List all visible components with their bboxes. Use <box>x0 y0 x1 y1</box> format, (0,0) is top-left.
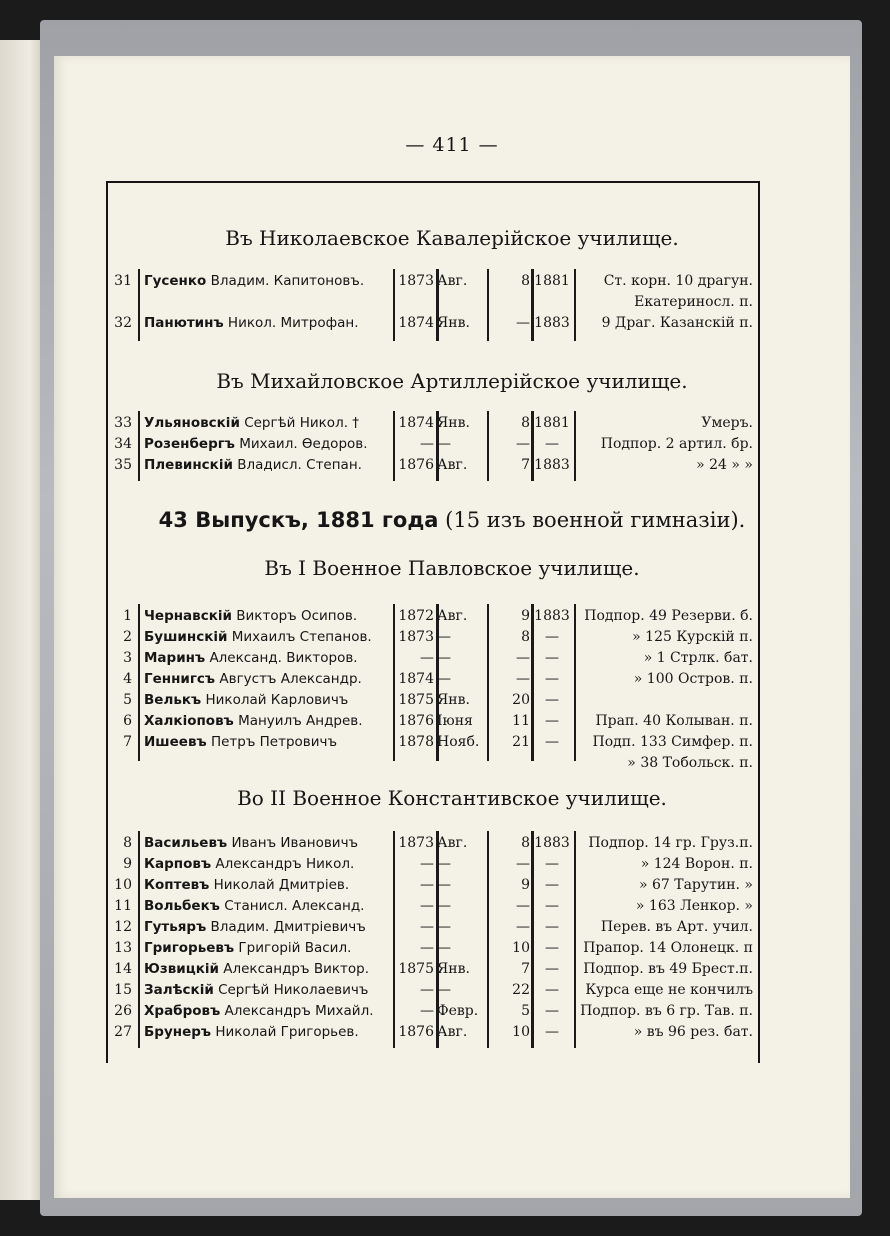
row-birth-year: — <box>420 982 434 998</box>
row-birth-month: Янв. <box>437 692 470 708</box>
table-row <box>110 1001 754 1022</box>
row-surname: Гусенко <box>144 273 207 289</box>
row-number: 14 <box>114 961 132 977</box>
row-graduation-year: 1883 <box>534 457 570 473</box>
row-graduation-year: — <box>545 1003 559 1019</box>
row-graduation-year: — <box>545 961 559 977</box>
row-birth-month: — <box>437 671 451 687</box>
row-remark: Курса еще не кончилъ <box>585 982 753 998</box>
row-birth-year: — <box>420 856 434 872</box>
row-full-name <box>144 917 394 938</box>
section-heading-konstantin: Во II Военное Константивское училище. <box>237 786 667 810</box>
row-given-names: Мануилъ Андрев. <box>238 713 363 729</box>
row-remark: Подпор. 2 артил. бр. <box>600 436 753 452</box>
row-birth-year: 1873 <box>398 629 434 645</box>
row-number: 6 <box>123 713 132 729</box>
row-full-name <box>144 271 394 292</box>
row-remark: Прап. 40 Колыван. п. <box>595 713 753 729</box>
table-pavlov <box>110 606 754 771</box>
row-birth-month: — <box>437 629 451 645</box>
row-graduation-year: — <box>545 713 559 729</box>
row-given-names: Владим. Капитоновъ. <box>210 273 365 289</box>
row-birth-day: — <box>516 671 530 687</box>
row-given-names: Августъ Александр. <box>219 671 362 687</box>
row-number: 1 <box>123 608 132 624</box>
table-nikolaev <box>110 271 754 341</box>
batch-heading <box>54 508 850 532</box>
row-birth-year: — <box>420 1003 434 1019</box>
row-remark: Прапор. 14 Олонецк. п <box>583 940 753 956</box>
row-full-name <box>144 648 394 669</box>
row-birth-day: 9 <box>521 877 530 893</box>
row-full-name <box>144 413 394 434</box>
row-remark: Подпор. въ 6 гр. Тав. п. <box>580 1003 753 1019</box>
row-remark: » 67 Тарутин. » <box>638 877 753 893</box>
row-full-name <box>144 833 394 854</box>
row-surname: Васильевъ <box>144 835 228 851</box>
section-heading-nikolaev: Въ Николаевское Кавалерійское училище. <box>225 226 679 250</box>
row-number: 13 <box>114 940 132 956</box>
row-graduation-year: — <box>545 982 559 998</box>
table-mikhailov <box>110 413 754 481</box>
row-number: 8 <box>123 835 132 851</box>
row-given-names: Михаил. Өедоров. <box>239 436 368 452</box>
row-graduation-year: — <box>545 629 559 645</box>
row-given-names: Никол. Митрофан. <box>227 315 359 331</box>
table-row <box>110 455 754 476</box>
row-surname: Григорьевъ <box>144 940 235 956</box>
row-number: 27 <box>114 1024 132 1040</box>
row-birth-day: — <box>516 315 530 331</box>
row-birth-day: 7 <box>521 457 530 473</box>
row-birth-year: 1876 <box>398 713 434 729</box>
row-remark: » 24 » » <box>696 457 753 473</box>
row-given-names: Михаилъ Степанов. <box>231 629 372 645</box>
row-full-name <box>144 313 394 334</box>
row-remark: » 38 Тобольск. п. <box>627 755 753 771</box>
table-row <box>110 434 754 455</box>
table-row <box>110 711 754 732</box>
table-row <box>110 1022 754 1043</box>
row-given-names: Петръ Петровичъ <box>210 734 338 750</box>
row-birth-month: Іюня <box>437 713 473 729</box>
row-graduation-year: — <box>545 650 559 666</box>
row-graduation-year: — <box>545 671 559 687</box>
row-surname: Маринъ <box>144 650 206 666</box>
row-birth-month: — <box>437 982 451 998</box>
row-graduation-year: — <box>545 436 559 452</box>
row-remark: » 125 Курскій п. <box>632 629 753 645</box>
row-remark: Ст. корн. 10 драгун. <box>603 273 753 289</box>
row-birth-year: 1874 <box>398 415 434 431</box>
row-surname: Чернавскій <box>144 608 232 624</box>
row-birth-year: 1875 <box>398 692 434 708</box>
row-number: 15 <box>114 982 132 998</box>
row-surname: Геннигсъ <box>144 671 216 687</box>
row-full-name <box>144 627 394 648</box>
table-row <box>110 917 754 938</box>
row-surname: Розенбергъ <box>144 436 235 452</box>
row-full-name <box>144 606 394 627</box>
row-number: 32 <box>114 315 132 331</box>
row-birth-day: 5 <box>521 1003 530 1019</box>
row-birth-month: Февр. <box>437 1003 479 1019</box>
row-graduation-year: 1883 <box>534 608 570 624</box>
row-graduation-year: — <box>545 856 559 872</box>
row-birth-year: 1878 <box>398 734 434 750</box>
row-full-name <box>144 875 394 896</box>
row-number: 5 <box>123 692 132 708</box>
row-given-names: Иванъ Ивановичъ <box>231 835 359 851</box>
row-graduation-year: 1881 <box>534 415 570 431</box>
row-given-names: Александръ Виктор. <box>223 961 370 977</box>
row-birth-day: — <box>516 898 530 914</box>
row-given-names: Александ. Викторов. <box>209 650 358 666</box>
row-given-names: Сергѣй Никол. † <box>244 415 360 431</box>
row-remark: » 1 Стрлк. бат. <box>643 650 753 666</box>
row-full-name <box>144 938 394 959</box>
row-birth-day: — <box>516 919 530 935</box>
table-row <box>110 648 754 669</box>
row-birth-month: Авг. <box>437 273 468 289</box>
row-birth-month: Авг. <box>437 457 468 473</box>
book-page <box>54 56 850 1198</box>
row-birth-year: — <box>420 650 434 666</box>
row-surname: Велькъ <box>144 692 202 708</box>
row-birth-day: 21 <box>512 734 530 750</box>
row-birth-day: — <box>516 436 530 452</box>
row-birth-month: — <box>437 650 451 666</box>
row-remark: Подпор. въ 49 Брест.п. <box>583 961 753 977</box>
row-number: 10 <box>114 877 132 893</box>
row-full-name <box>144 896 394 917</box>
row-birth-day: 11 <box>512 713 530 729</box>
row-given-names: Станисл. Александ. <box>224 898 365 914</box>
row-birth-year: 1873 <box>398 273 434 289</box>
row-given-names: Владисл. Степан. <box>237 457 362 473</box>
table-row <box>110 753 754 774</box>
row-birth-day: 9 <box>521 608 530 624</box>
table-row <box>110 292 754 313</box>
row-birth-year: 1874 <box>398 315 434 331</box>
table-row <box>110 690 754 711</box>
row-number: 3 <box>123 650 132 666</box>
row-number: 26 <box>114 1003 132 1019</box>
row-surname: Коптевъ <box>144 877 210 893</box>
row-number: 9 <box>123 856 132 872</box>
row-birth-month: Янв. <box>437 315 470 331</box>
row-graduation-year: — <box>545 919 559 935</box>
row-number: 35 <box>114 457 132 473</box>
row-birth-day: — <box>516 856 530 872</box>
row-surname: Вольбекъ <box>144 898 220 914</box>
row-remark: » 100 Остров. п. <box>633 671 753 687</box>
row-given-names: Владим. Дмитріевичъ <box>210 919 366 935</box>
row-surname: Храбровъ <box>144 1003 221 1019</box>
section-heading-pavlov: Въ I Военное Павловское училище. <box>264 556 640 580</box>
batch-note: (15 изъ военной гимназіи). <box>445 508 746 532</box>
table-row <box>110 959 754 980</box>
row-birth-year: 1876 <box>398 1024 434 1040</box>
row-graduation-year: — <box>545 898 559 914</box>
row-given-names: Александръ Никол. <box>215 856 355 872</box>
row-surname: Бушинскій <box>144 629 228 645</box>
table-row <box>110 732 754 753</box>
row-birth-month: — <box>437 877 451 893</box>
row-full-name <box>144 732 394 753</box>
table-row <box>110 313 754 334</box>
row-surname: Панютинъ <box>144 315 224 331</box>
row-birth-month: Авг. <box>437 608 468 624</box>
row-given-names: Николай Дмитріев. <box>213 877 350 893</box>
row-number: 2 <box>123 629 132 645</box>
row-birth-year: 1873 <box>398 835 434 851</box>
table-row <box>110 938 754 959</box>
row-remark: Подпор. 49 Резерви. б. <box>584 608 753 624</box>
row-birth-day: 8 <box>521 629 530 645</box>
row-remark: » 163 Ленкор. » <box>635 898 753 914</box>
row-birth-day: — <box>516 650 530 666</box>
row-number: 12 <box>114 919 132 935</box>
row-birth-month: — <box>437 940 451 956</box>
row-birth-day: 8 <box>521 415 530 431</box>
row-surname: Юзвицкій <box>144 961 219 977</box>
row-remark: » въ 96 рез. бат. <box>633 1024 753 1040</box>
row-number: 31 <box>114 273 132 289</box>
table-row <box>110 896 754 917</box>
table-row <box>110 980 754 1001</box>
row-number: 34 <box>114 436 132 452</box>
row-birth-day: 20 <box>512 692 530 708</box>
page-number: — 411 — <box>405 134 499 156</box>
row-birth-month: Нояб. <box>437 734 480 750</box>
row-graduation-year: — <box>545 734 559 750</box>
row-number: 7 <box>123 734 132 750</box>
row-birth-year: 1874 <box>398 671 434 687</box>
row-full-name <box>144 1001 394 1022</box>
row-birth-year: 1872 <box>398 608 434 624</box>
row-given-names: Сергѣй Николаевичъ <box>218 982 369 998</box>
row-remark: Екатериносл. п. <box>634 294 753 310</box>
row-remark: 9 Драг. Казанскій п. <box>601 315 753 331</box>
row-graduation-year: 1883 <box>534 315 570 331</box>
row-full-name <box>144 711 394 732</box>
row-given-names: Николай Григорьев. <box>215 1024 359 1040</box>
row-birth-month: — <box>437 919 451 935</box>
row-surname: Карповъ <box>144 856 212 872</box>
table-row <box>110 833 754 854</box>
row-given-names: Николай Карловичъ <box>205 692 349 708</box>
row-birth-year: 1876 <box>398 457 434 473</box>
row-birth-month: — <box>437 856 451 872</box>
row-birth-month: Авг. <box>437 835 468 851</box>
row-birth-day: 10 <box>512 940 530 956</box>
row-graduation-year: 1883 <box>534 835 570 851</box>
row-birth-month: — <box>437 436 451 452</box>
table-row <box>110 854 754 875</box>
table-row <box>110 271 754 292</box>
row-remark: » 124 Ворон. п. <box>640 856 753 872</box>
row-number: 4 <box>123 671 132 687</box>
table-row <box>110 606 754 627</box>
row-remark: Перев. въ Арт. учил. <box>600 919 753 935</box>
row-graduation-year: — <box>545 1024 559 1040</box>
row-birth-year: — <box>420 940 434 956</box>
row-full-name <box>144 980 394 1001</box>
row-given-names: Викторъ Осипов. <box>236 608 358 624</box>
row-graduation-year: — <box>545 877 559 893</box>
row-full-name <box>144 959 394 980</box>
row-graduation-year: — <box>545 692 559 708</box>
row-full-name <box>144 1022 394 1043</box>
batch-title: 43 Выпускъ, 1881 года <box>158 508 439 532</box>
table-row <box>110 669 754 690</box>
table-row <box>110 413 754 434</box>
row-full-name <box>144 434 394 455</box>
row-surname: Ульяновскій <box>144 415 240 431</box>
row-birth-month: Янв. <box>437 415 470 431</box>
row-birth-day: 22 <box>512 982 530 998</box>
row-birth-month: — <box>437 898 451 914</box>
row-surname: Ишеевъ <box>144 734 207 750</box>
row-surname: Залѣскій <box>144 982 214 998</box>
row-remark: Умеръ. <box>701 415 753 431</box>
row-given-names: Александръ Михайл. <box>224 1003 374 1019</box>
row-surname: Гутьяръ <box>144 919 207 935</box>
row-birth-year: — <box>420 919 434 935</box>
row-surname: Плевинскій <box>144 457 233 473</box>
row-birth-day: 8 <box>521 273 530 289</box>
row-birth-day: 8 <box>521 835 530 851</box>
row-graduation-year: 1881 <box>534 273 570 289</box>
row-number: 11 <box>114 898 132 914</box>
row-birth-day: 10 <box>512 1024 530 1040</box>
row-birth-year: — <box>420 436 434 452</box>
row-full-name <box>144 669 394 690</box>
row-full-name <box>144 455 394 476</box>
row-full-name <box>144 690 394 711</box>
row-remark: Подп. 133 Симфер. п. <box>592 734 753 750</box>
table-konstantin <box>110 833 754 1048</box>
row-birth-year: — <box>420 877 434 893</box>
row-given-names: Григорій Васил. <box>238 940 352 956</box>
row-full-name <box>144 854 394 875</box>
row-birth-month: Авг. <box>437 1024 468 1040</box>
row-remark: Подпор. 14 гр. Груз.п. <box>588 835 753 851</box>
table-row <box>110 627 754 648</box>
row-surname: Брунеръ <box>144 1024 212 1040</box>
row-birth-year: — <box>420 898 434 914</box>
table-row <box>110 875 754 896</box>
row-graduation-year: — <box>545 940 559 956</box>
row-surname: Халкіоповъ <box>144 713 234 729</box>
row-birth-year: 1875 <box>398 961 434 977</box>
section-heading-mikhailov: Въ Михайловское Артиллерійское училище. <box>216 369 688 393</box>
row-number: 33 <box>114 415 132 431</box>
row-birth-day: 7 <box>521 961 530 977</box>
row-birth-month: Янв. <box>437 961 470 977</box>
